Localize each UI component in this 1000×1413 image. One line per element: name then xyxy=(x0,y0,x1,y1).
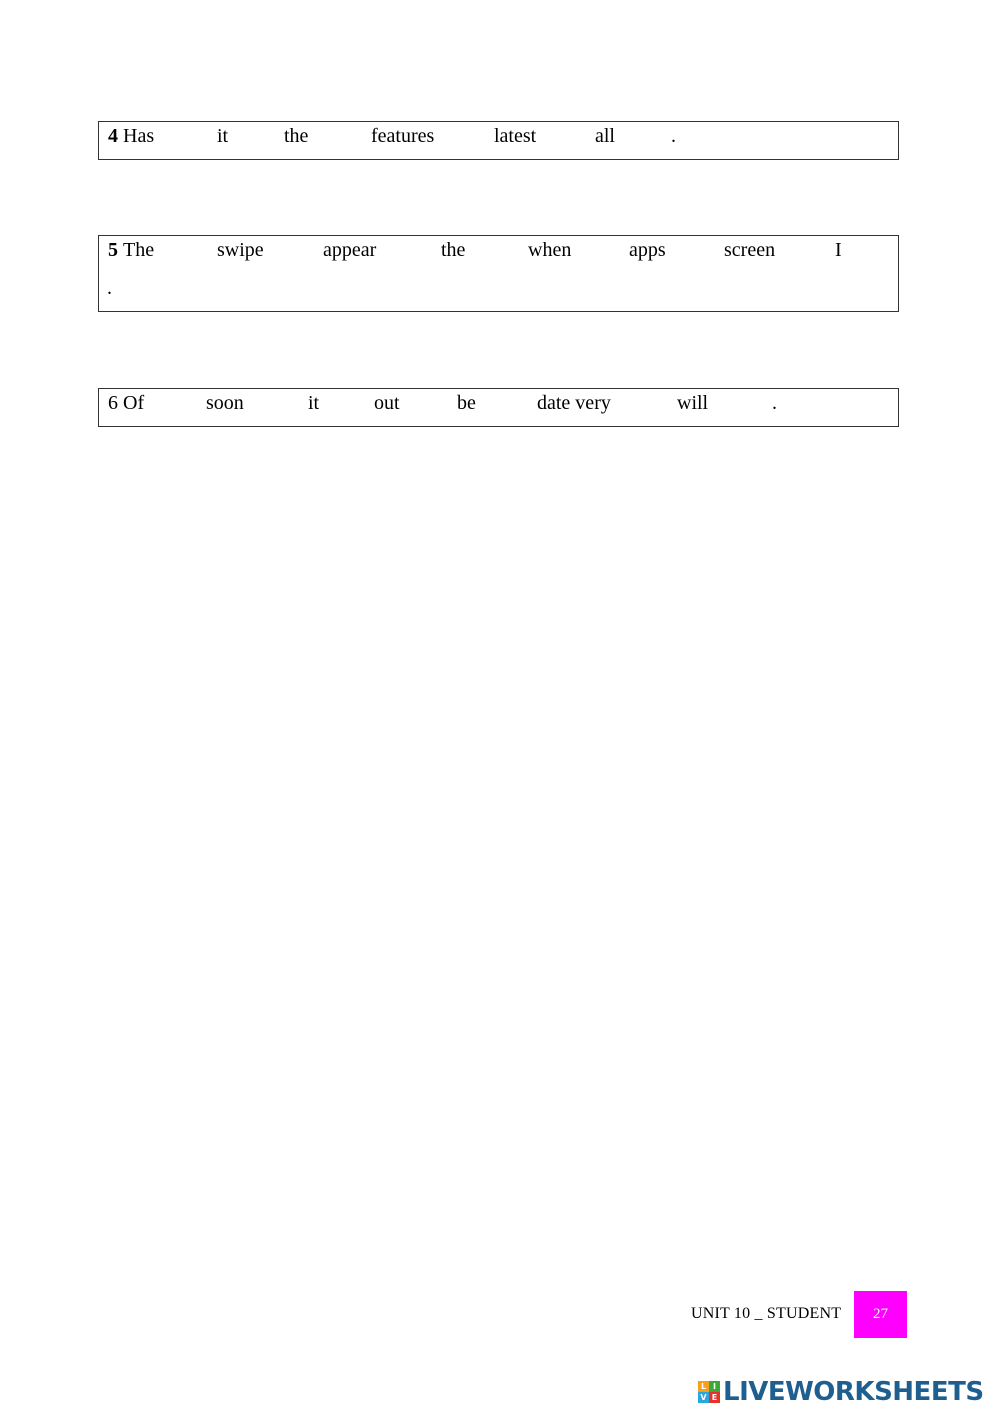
word-tile[interactable]: Has xyxy=(123,125,155,147)
logo-letter: V xyxy=(698,1392,709,1403)
word-tile[interactable]: screen xyxy=(724,239,776,261)
brand-text: LIVEWORKSHEETS xyxy=(723,1377,984,1407)
exercise-number: 4 xyxy=(108,125,118,147)
word-tile[interactable]: out xyxy=(374,392,400,414)
word-tile[interactable]: apps xyxy=(629,239,666,261)
word-tile[interactable]: the xyxy=(441,239,466,261)
word-tile[interactable]: . xyxy=(671,125,676,147)
exercise-4-box xyxy=(98,121,899,160)
word-tile[interactable]: appear xyxy=(323,239,377,261)
word-tile[interactable]: will xyxy=(677,392,709,414)
word-tile[interactable]: features xyxy=(371,125,435,147)
logo-letter: I xyxy=(709,1381,720,1392)
exercise-6-box xyxy=(98,388,899,427)
word-tile[interactable]: swipe xyxy=(217,239,264,261)
word-tile[interactable]: it xyxy=(308,392,320,414)
exercise-number: 6 xyxy=(108,392,118,414)
word-tile[interactable]: . xyxy=(772,392,777,414)
page-number-badge: 27 xyxy=(854,1291,907,1338)
word-tile[interactable]: the xyxy=(284,125,309,147)
word-tile[interactable]: Of xyxy=(123,392,145,414)
exercise-number: 5 xyxy=(108,239,118,261)
footer-unit-label: UNIT 10 _ STUDENT xyxy=(691,1305,842,1322)
word-tile[interactable]: latest xyxy=(494,125,537,147)
logo-letter: L xyxy=(698,1381,709,1392)
word-tile[interactable]: it xyxy=(217,125,229,147)
word-tile[interactable]: date very xyxy=(537,392,611,414)
word-tile[interactable]: The xyxy=(123,239,155,261)
exercise-5-box xyxy=(98,235,899,312)
word-tile[interactable]: soon xyxy=(206,392,244,414)
word-tile[interactable]: . xyxy=(107,277,112,299)
liveworksheets-logo xyxy=(698,1378,984,1406)
logo-icon xyxy=(698,1381,720,1403)
word-tile[interactable]: when xyxy=(528,239,572,261)
logo-letter: E xyxy=(709,1392,720,1403)
word-tile[interactable]: all xyxy=(595,125,615,147)
word-tile[interactable]: I xyxy=(835,239,842,261)
word-tile[interactable]: be xyxy=(457,392,476,414)
